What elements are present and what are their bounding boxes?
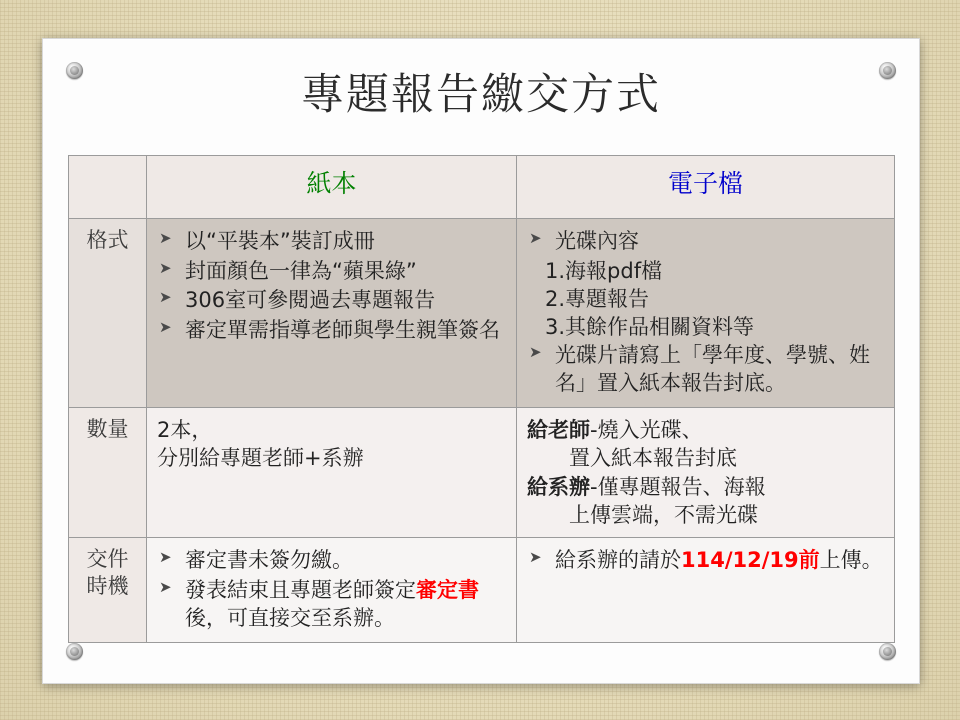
list-item: ➤ 以“平裝本”裝訂成冊	[157, 227, 506, 256]
text-line	[527, 473, 884, 501]
text-teacher-cont: 置入紙本報告封底	[569, 446, 737, 471]
cell-deadline-digital	[517, 538, 895, 643]
table-header-row	[69, 156, 895, 219]
text-post: 上傳。	[819, 548, 883, 573]
cell-format-digital	[517, 219, 895, 408]
list-item: 3.其餘作品相關資料等	[545, 314, 755, 339]
table-row-deadline	[69, 538, 895, 643]
label-department: 給系辦	[527, 474, 590, 499]
text-pre: 發表結束且專題老師簽定	[185, 577, 416, 602]
screw-icon-bottom-left	[66, 643, 83, 660]
cell-deadline-paper	[147, 538, 517, 643]
list-item	[527, 546, 884, 575]
text-department: -僅專題報告、海報	[590, 474, 766, 499]
row-label-format: 格式	[69, 219, 147, 408]
list-item	[157, 576, 506, 633]
list-item: ➤ 封面顏色一律為“蘋果綠”	[157, 257, 506, 286]
cell-quantity-digital	[517, 408, 895, 538]
text-emphasis: 審定書	[416, 577, 479, 602]
text-pre: 給系辦的請於	[555, 548, 681, 573]
text-line: 分別給專題老師+系辦	[157, 446, 364, 471]
cell-format-paper	[147, 219, 517, 408]
list-item: ➤ 306室可參閱過去專題報告	[157, 286, 506, 315]
list-item: 2.專題報告	[545, 286, 650, 311]
text-line	[527, 416, 884, 444]
table-corner-cell	[69, 156, 147, 219]
slide-title: 專題報告繳交方式	[301, 70, 661, 120]
row-label-deadline-line1: 交件	[86, 547, 129, 572]
text-due-suffix: 前	[798, 548, 820, 573]
list-item: ➤ 審定單需指導老師與學生親筆簽名	[157, 316, 506, 345]
screw-icon-bottom-right	[879, 643, 896, 660]
row-label-quantity: 數量	[69, 408, 147, 538]
table-row-format	[69, 219, 895, 408]
text-department-cont: 上傳雲端，不需光碟	[569, 503, 758, 528]
label-teacher: 給老師	[527, 418, 590, 443]
row-label-deadline	[69, 538, 147, 643]
slide-canvas	[42, 38, 920, 684]
row-label-deadline-line2: 時機	[86, 573, 129, 598]
text-post: 後，可直接交至系辦。	[185, 606, 395, 631]
text-line: 2本，	[157, 418, 213, 443]
submission-method-table	[68, 155, 895, 643]
list-item: ➤ 審定書未簽勿繳。	[157, 546, 506, 575]
list-item: ➤ 光碟內容	[527, 227, 884, 256]
list-item: 1.海報pdf檔	[545, 258, 663, 283]
cell-quantity-paper	[147, 408, 517, 538]
column-header-paper: 紙本	[147, 156, 517, 219]
text-teacher: -燒入光碟、	[590, 418, 703, 443]
list-item: ➤ 光碟片請寫上「學年度、學號、姓名」置入紙本報告封底。	[527, 341, 884, 398]
table-row-quantity	[69, 408, 895, 538]
column-header-digital: 電子檔	[517, 156, 895, 219]
text-due-date: 114/12/19	[681, 548, 799, 573]
